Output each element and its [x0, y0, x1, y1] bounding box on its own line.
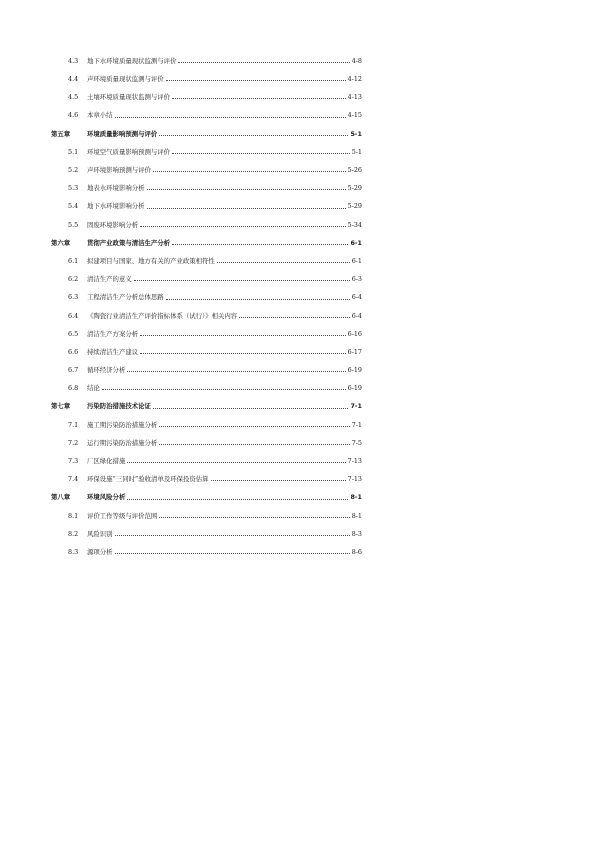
- toc-entry-title: 地下水环境质量现状监测与评价: [87, 56, 177, 65]
- toc-section-row[interactable]: [0, 452, 595, 470]
- toc-entry-title: 声环境影响预测与评价: [87, 166, 151, 175]
- toc-entry-number: 6.3: [68, 293, 79, 302]
- toc-section-row[interactable]: [0, 52, 595, 70]
- toc-entry-line: [87, 222, 362, 228]
- toc-entry-title: 固废环境影响分析: [87, 220, 139, 229]
- toc-section-row[interactable]: [0, 525, 595, 543]
- toc-entry-page-number: 4-12: [347, 75, 362, 84]
- toc-entry-title: 环境风险分析: [87, 493, 126, 502]
- toc-entry-title: 污染防治措施技术论证: [87, 402, 151, 411]
- toc-entry-line: [87, 513, 362, 519]
- dot-leader: [211, 479, 346, 481]
- toc-entry-number: 8.1: [68, 511, 79, 520]
- toc-entry-title: 评价工作等级与评价范围: [87, 511, 158, 520]
- toc-entry-title: 风险识别: [87, 529, 113, 538]
- toc-section-row[interactable]: [0, 434, 595, 452]
- toc-entry-page-number: 5-1: [351, 147, 362, 156]
- toc-entry-page-number: 6-19: [347, 384, 362, 393]
- toc-entry-title: 《陶瓷行业清洁生产评价指标体系（试行）》相关内容: [87, 311, 238, 320]
- toc-chapter-row[interactable]: [0, 398, 595, 416]
- toc-entry-page-number: 8-3: [351, 529, 362, 538]
- toc-chapter-row[interactable]: [0, 234, 595, 252]
- toc-entry-line: [87, 58, 362, 64]
- toc-entry-title: 地下水环境影响分析: [87, 202, 145, 211]
- toc-entry-line: [87, 349, 362, 355]
- toc-entry-page-number: 6-4: [351, 311, 362, 320]
- toc-entry-line: [87, 440, 362, 446]
- dot-leader: [239, 316, 350, 318]
- toc-entry-line: [87, 240, 362, 246]
- toc-section-row[interactable]: [0, 543, 595, 561]
- toc-entry-page-number: 5-29: [347, 184, 362, 193]
- toc-entry-line: [87, 313, 362, 319]
- dot-leader: [134, 279, 350, 281]
- toc-entry-number: 5.4: [68, 202, 79, 211]
- toc-entry-page-number: 7-13: [347, 475, 362, 484]
- toc-entry-line: [87, 185, 362, 191]
- toc-entry-number: 5.3: [68, 184, 79, 193]
- toc-entry-line: [87, 476, 362, 482]
- dot-leader: [102, 388, 346, 390]
- toc-entry-page-number: 6-19: [347, 366, 362, 375]
- toc-entry-number: 第五章: [51, 129, 71, 138]
- dot-leader: [147, 188, 346, 190]
- toc-entry-title: 工程清洁生产分析总体思路: [87, 293, 164, 302]
- toc-entry-page-number: 6-4: [351, 293, 362, 302]
- dot-leader: [159, 425, 349, 427]
- toc-entry-number: 5.5: [68, 220, 79, 229]
- toc-section-row[interactable]: [0, 70, 595, 88]
- toc-entry-number: 6.8: [68, 384, 79, 393]
- toc-entry-number: 8.3: [68, 547, 79, 556]
- toc-entry-page-number: 5-1: [350, 129, 362, 138]
- toc-entry-number: 6.7: [68, 366, 79, 375]
- toc-entry-number: 4.4: [68, 75, 79, 84]
- toc-section-row[interactable]: [0, 216, 595, 234]
- toc-section-row[interactable]: [0, 143, 595, 161]
- dot-leader: [140, 334, 346, 336]
- toc-entry-page-number: 6-1: [351, 256, 362, 265]
- toc-section-row[interactable]: [0, 270, 595, 288]
- toc-entry-title: 结论: [87, 384, 100, 393]
- toc-entry-number: 7.2: [68, 438, 79, 447]
- toc-entry-line: [87, 203, 362, 209]
- toc-section-row[interactable]: [0, 379, 595, 397]
- toc-entry-title: 环保设施“三同时”验收清单及环保投资估算: [87, 475, 209, 484]
- toc-entry-number: 5.1: [68, 147, 79, 156]
- toc-entry-page-number: 6-3: [351, 275, 362, 284]
- table-of-contents: [0, 52, 595, 561]
- toc-entry-number: 7.1: [68, 420, 79, 429]
- toc-section-row[interactable]: [0, 361, 595, 379]
- dot-leader: [172, 152, 350, 154]
- toc-entry-page-number: 4-13: [347, 93, 362, 102]
- toc-section-row[interactable]: [0, 179, 595, 197]
- toc-entry-line: [87, 367, 362, 373]
- toc-entry-title: 环境质量影响预测与评价: [87, 129, 158, 138]
- toc-chapter-row[interactable]: [0, 489, 595, 507]
- toc-entry-page-number: 5-29: [347, 202, 362, 211]
- toc-entry-title: 厂区绿化措施: [87, 457, 126, 466]
- toc-entry-number: 6.2: [68, 275, 79, 284]
- dot-leader: [153, 170, 346, 172]
- toc-entry-title: 施工期污染防治措施分析: [87, 420, 158, 429]
- dot-leader: [159, 516, 349, 518]
- toc-entry-number: 第八章: [51, 493, 71, 502]
- toc-entry-number: 第七章: [51, 402, 71, 411]
- toc-entry-page-number: 6-1: [350, 238, 362, 247]
- toc-entry-title: 环境空气质量影响预测与评价: [87, 147, 171, 156]
- dot-leader: [147, 207, 346, 209]
- dot-leader: [140, 352, 346, 354]
- toc-entry-page-number: 7-1: [350, 402, 362, 411]
- dot-leader: [178, 61, 349, 63]
- toc-entry-title: 拟建项目与国家、地方有关的产业政策相符性: [87, 256, 215, 265]
- toc-section-row[interactable]: [0, 198, 595, 216]
- dot-leader: [159, 443, 349, 445]
- toc-entry-number: 6.1: [68, 256, 79, 265]
- dot-leader: [166, 79, 346, 81]
- toc-section-row[interactable]: [0, 288, 595, 306]
- toc-entry-line: [87, 385, 362, 391]
- dot-leader: [127, 370, 345, 372]
- toc-entry-page-number: 8-1: [350, 493, 362, 502]
- toc-entry-line: [87, 331, 362, 337]
- toc-entry-line: [87, 531, 362, 537]
- toc-entry-number: 8.2: [68, 529, 79, 538]
- toc-entry-page-number: 6-16: [347, 329, 362, 338]
- toc-entry-line: [87, 276, 362, 282]
- toc-entry-page-number: 4-15: [347, 111, 362, 120]
- toc-entry-line: [87, 112, 362, 118]
- dot-leader: [217, 261, 350, 263]
- toc-entry-title: 声环境质量现状监测与评价: [87, 75, 164, 84]
- toc-entry-line: [87, 94, 362, 100]
- toc-entry-line: [87, 258, 362, 264]
- toc-section-row[interactable]: [0, 343, 595, 361]
- toc-entry-page-number: 4-8: [351, 56, 362, 65]
- toc-entry-line: [87, 131, 362, 137]
- toc-section-row[interactable]: [0, 416, 595, 434]
- dot-leader: [172, 97, 346, 99]
- toc-entry-page-number: 7-5: [351, 438, 362, 447]
- dot-leader: [140, 225, 346, 227]
- dot-leader: [115, 116, 346, 118]
- toc-entry-line: [87, 494, 362, 500]
- toc-entry-page-number: 5-34: [347, 220, 362, 229]
- toc-entry-line: [87, 549, 362, 555]
- toc-entry-line: [87, 294, 362, 300]
- toc-section-row[interactable]: [0, 252, 595, 270]
- toc-entry-line: [87, 167, 362, 173]
- toc-entry-number: 7.4: [68, 475, 79, 484]
- toc-entry-page-number: 6-17: [347, 347, 362, 356]
- toc-entry-number: 4.3: [68, 56, 79, 65]
- toc-section-row[interactable]: [0, 307, 595, 325]
- toc-entry-title: 清洁生产的意义: [87, 275, 132, 284]
- toc-entry-title: 运行期污染防治措施分析: [87, 438, 158, 447]
- dot-leader: [115, 552, 350, 554]
- toc-entry-number: 5.2: [68, 166, 79, 175]
- toc-entry-page-number: 8-6: [351, 547, 362, 556]
- toc-section-row[interactable]: [0, 470, 595, 488]
- toc-section-row[interactable]: [0, 88, 595, 106]
- toc-entry-title: 贯彻产业政策与清洁生产分析: [87, 238, 171, 247]
- toc-entry-line: [87, 422, 362, 428]
- toc-entry-line: [87, 458, 362, 464]
- toc-entry-title: 源项分析: [87, 547, 113, 556]
- toc-entry-title: 土壤环境质量现状监测与评价: [87, 93, 171, 102]
- toc-entry-line: [87, 149, 362, 155]
- toc-entry-page-number: 5-26: [347, 166, 362, 175]
- dot-leader: [127, 461, 345, 463]
- toc-entry-page-number: 7-1: [351, 420, 362, 429]
- toc-entry-line: [87, 403, 362, 409]
- toc-entry-page-number: 8-1: [351, 511, 362, 520]
- dot-leader: [115, 534, 350, 536]
- toc-entry-number: 4.6: [68, 111, 79, 120]
- toc-chapter-row[interactable]: [0, 125, 595, 143]
- toc-entry-title: 持续清洁生产建议: [87, 347, 139, 356]
- dot-leader: [153, 407, 349, 409]
- toc-entry-line: [87, 76, 362, 82]
- toc-section-row[interactable]: [0, 507, 595, 525]
- toc-entry-number: 6.5: [68, 329, 79, 338]
- toc-entry-title: 地表水环境影响分析: [87, 184, 145, 193]
- toc-section-row[interactable]: [0, 107, 595, 125]
- toc-section-row[interactable]: [0, 325, 595, 343]
- toc-entry-number: 第六章: [51, 238, 71, 247]
- toc-entry-number: 4.5: [68, 93, 79, 102]
- dot-leader: [172, 243, 348, 245]
- toc-entry-number: 6.6: [68, 347, 79, 356]
- toc-entry-title: 循环经济分析: [87, 366, 126, 375]
- toc-entry-title: 本章小结: [87, 111, 113, 120]
- dot-leader: [166, 298, 350, 300]
- dot-leader: [159, 134, 348, 136]
- toc-entry-page-number: 7-13: [347, 457, 362, 466]
- toc-entry-number: 6.4: [68, 311, 79, 320]
- toc-section-row[interactable]: [0, 161, 595, 179]
- dot-leader: [127, 498, 348, 500]
- toc-entry-title: 清洁生产方案分析: [87, 329, 139, 338]
- toc-entry-number: 7.3: [68, 457, 79, 466]
